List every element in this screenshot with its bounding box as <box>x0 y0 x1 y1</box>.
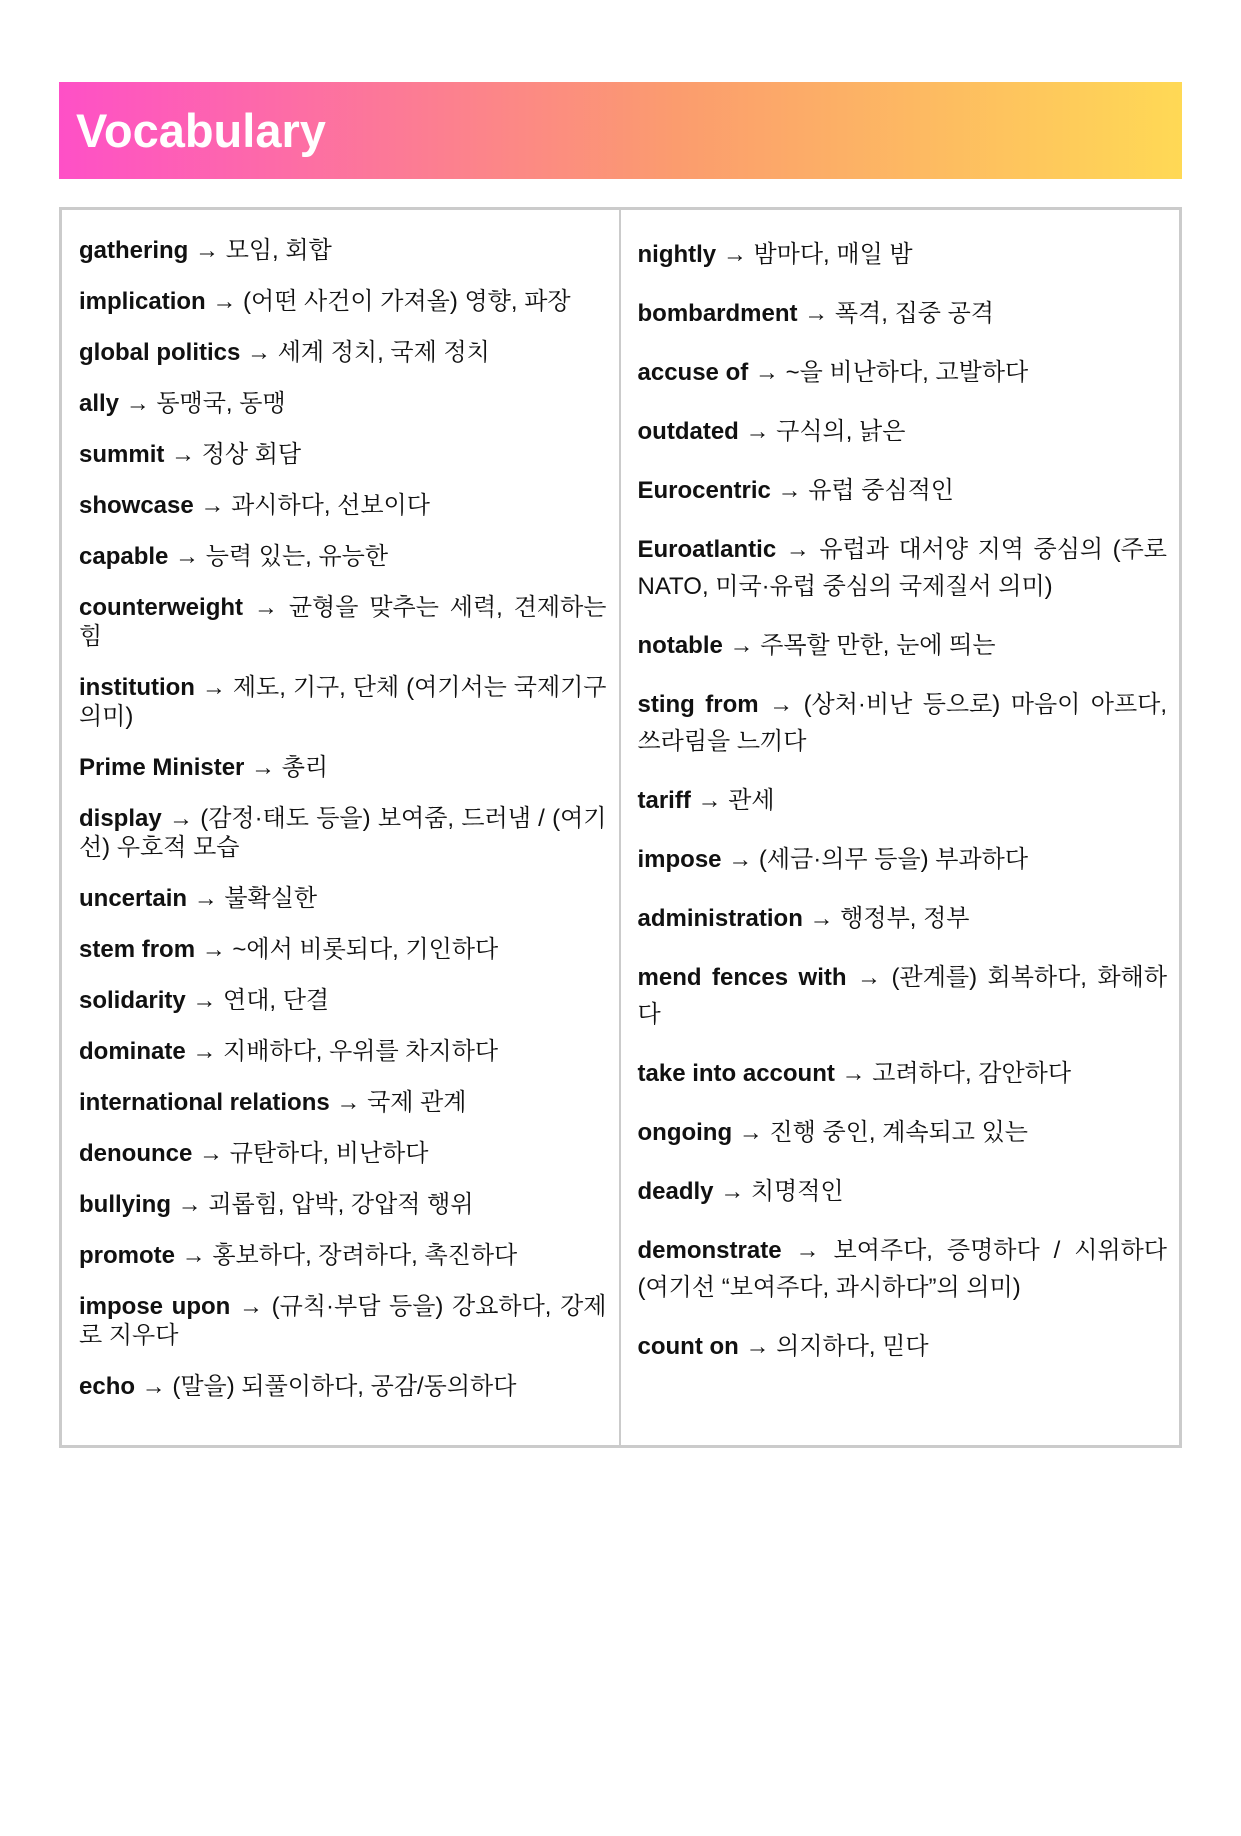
vocab-term: demonstrate <box>637 1237 782 1264</box>
vocab-term: Prime Minister <box>79 754 245 781</box>
vocab-entry <box>79 236 607 265</box>
vocab-term: bullying <box>79 1191 171 1218</box>
vocab-definition: 세계 정치, 국제 정치 <box>277 339 490 366</box>
arrow-icon: → <box>230 1293 272 1320</box>
vocab-entry <box>79 1241 607 1270</box>
arrow-icon: → <box>716 241 754 268</box>
arrow-icon: → <box>738 418 777 445</box>
vocab-term: ongoing <box>637 1119 733 1146</box>
vocab-term: accuse of <box>637 359 749 386</box>
vocab-definition: ~에서 비롯되다, 기인하다 <box>232 936 499 963</box>
arrow-icon: → <box>164 441 202 468</box>
vocab-term: international relations <box>79 1089 330 1116</box>
arrow-icon: → <box>802 905 841 932</box>
arrow-icon: → <box>690 787 729 814</box>
vocab-term: outdated <box>637 418 739 445</box>
vocab-entry <box>638 236 1168 273</box>
vocab-term: impose upon <box>79 1293 231 1320</box>
vocab-entry <box>638 627 1168 664</box>
vocab-entry <box>79 986 607 1015</box>
vocab-entry <box>79 338 607 367</box>
vocab-definition: 불확실한 <box>224 885 318 912</box>
vocab-term: ally <box>79 390 120 417</box>
vocab-definition: (세금·의무 등을) 부과하다 <box>758 846 1029 873</box>
vocab-term: deadly <box>637 1178 714 1205</box>
vocab-column-left <box>62 210 621 1445</box>
arrow-icon: → <box>195 936 233 963</box>
vocab-term: administration <box>637 905 803 932</box>
vocab-term: showcase <box>79 492 194 519</box>
vocab-entry <box>79 673 607 731</box>
arrow-icon: → <box>721 846 759 873</box>
arrow-icon: → <box>240 339 278 366</box>
arrow-icon: → <box>776 536 820 563</box>
vocab-definition: 괴롭힘, 압박, 강압적 행위 <box>208 1191 474 1218</box>
vocab-definition: 과시하다, 선보이다 <box>231 492 430 519</box>
vocab-entry <box>79 287 607 316</box>
vocab-definition: 제도, 기구, 단체 (여기서는 국제기구 의미) <box>79 674 607 730</box>
vocab-definition: 지배하다, 우위를 차지하다 <box>223 1038 499 1065</box>
arrow-icon: → <box>797 300 835 327</box>
vocab-term: counterweight <box>79 594 244 621</box>
vocab-entry <box>79 593 607 651</box>
vocab-term: mend fences with <box>637 964 847 991</box>
arrow-icon: → <box>834 1060 873 1087</box>
vocab-term: bombardment <box>637 300 798 327</box>
arrow-icon: → <box>770 477 809 504</box>
vocab-term: capable <box>79 543 169 570</box>
vocab-definition: 모임, 회합 <box>225 237 332 264</box>
vocab-term: Eurocentric <box>637 477 771 504</box>
vocab-entry <box>79 440 607 469</box>
vocab-entry <box>638 472 1168 509</box>
arrow-icon: → <box>135 1373 173 1400</box>
vocab-term: tariff <box>637 787 691 814</box>
vocab-entry <box>79 491 607 520</box>
vocab-term: institution <box>79 674 195 701</box>
vocab-entry <box>79 1088 607 1117</box>
page-title: Vocabulary <box>76 104 326 157</box>
vocab-definition: (규칙·부담 등을) 강요하다, 강제로 지우다 <box>79 1293 607 1349</box>
arrow-icon: → <box>244 754 282 781</box>
vocab-definition: 밤마다, 매일 밤 <box>753 241 913 268</box>
arrow-icon: → <box>329 1089 368 1116</box>
vocab-term: summit <box>79 441 165 468</box>
vocab-entry <box>638 413 1168 450</box>
vocab-entry <box>79 389 607 418</box>
vocab-entry <box>638 686 1168 760</box>
vocab-term: Euroatlantic <box>637 536 777 563</box>
arrow-icon: → <box>185 1038 224 1065</box>
arrow-icon: → <box>713 1178 751 1205</box>
vocab-term: notable <box>637 632 723 659</box>
vocab-term: global politics <box>79 339 241 366</box>
arrow-icon: → <box>161 805 201 832</box>
vocab-entry <box>638 841 1168 878</box>
vocab-entry <box>79 884 607 913</box>
vocab-definition: (감정·태도 등을) 보여줌, 드러냄 / (여기선) 우호적 모습 <box>79 805 607 861</box>
vocabulary-box <box>59 207 1182 1448</box>
vocab-term: dominate <box>79 1038 186 1065</box>
vocab-entry <box>638 1173 1168 1210</box>
arrow-icon: → <box>175 1242 213 1269</box>
arrow-icon: → <box>171 1191 209 1218</box>
vocab-entry <box>638 959 1168 1033</box>
arrow-icon: → <box>168 543 206 570</box>
vocab-definition: 보여주다, 증명하다 / 시위하다 (여기선 “보여주다, 과시하다”의 의미) <box>637 1237 1167 1301</box>
vocab-term: uncertain <box>79 885 188 912</box>
vocab-definition: 연대, 단결 <box>223 987 330 1014</box>
vocab-entry <box>638 1328 1168 1365</box>
vocab-term: gathering <box>79 237 189 264</box>
arrow-icon: → <box>119 390 157 417</box>
vocab-term: take into account <box>637 1060 835 1087</box>
vocab-definition: 폭격, 집중 공격 <box>834 300 994 327</box>
vocab-entry <box>79 1190 607 1219</box>
vocab-entry <box>79 1037 607 1066</box>
vocab-entry <box>79 1372 607 1401</box>
arrow-icon: → <box>188 237 226 264</box>
vocabulary-header-bar <box>59 82 1182 179</box>
vocab-entry <box>638 1055 1168 1092</box>
arrow-icon: → <box>722 632 761 659</box>
arrow-icon: → <box>243 594 289 621</box>
vocab-entry <box>79 542 607 571</box>
vocab-term: solidarity <box>79 987 186 1014</box>
vocab-term: nightly <box>637 241 717 268</box>
arrow-icon: → <box>846 964 892 991</box>
vocab-entry <box>638 354 1168 391</box>
vocab-definition: (상처·비난 등으로) 마음이 아프다, 쓰라림을 느끼다 <box>637 691 1167 755</box>
vocab-definition: (말을) 되풀이하다, 공감/동의하다 <box>172 1373 517 1400</box>
vocab-definition: 능력 있는, 유능한 <box>205 543 389 570</box>
vocab-entry <box>638 295 1168 332</box>
vocab-definition: 구식의, 낡은 <box>776 418 906 445</box>
vocab-term: stem from <box>79 936 196 963</box>
vocab-definition: 정상 회담 <box>201 441 302 468</box>
vocab-definition: 주목할 만한, 눈에 띄는 <box>760 632 996 659</box>
vocab-term: count on <box>637 1333 739 1360</box>
vocab-definition: 총리 <box>281 754 329 781</box>
arrow-icon: → <box>192 1140 230 1167</box>
vocab-entry <box>638 900 1168 937</box>
vocab-definition: (어떤 사건이 가져올) 영향, 파장 <box>243 288 571 315</box>
vocab-entry <box>638 1232 1168 1306</box>
vocab-entry <box>79 753 607 782</box>
vocab-definition: 균형을 맞추는 세력, 견제하는 힘 <box>79 594 607 650</box>
vocab-definition: 관세 <box>728 787 775 814</box>
vocab-definition: 행정부, 정부 <box>840 905 970 932</box>
arrow-icon: → <box>748 359 786 386</box>
vocab-column-right <box>621 210 1180 1445</box>
vocab-term: implication <box>79 288 206 315</box>
vocab-entry <box>79 804 607 862</box>
vocab-definition: 홍보하다, 장려하다, 촉진하다 <box>212 1242 518 1269</box>
vocab-entry <box>638 531 1168 605</box>
vocab-term: impose <box>637 846 722 873</box>
vocab-definition: ~을 비난하다, 고발하다 <box>785 359 1029 386</box>
vocab-definition: (관계를) 회복하다, 화해하다 <box>637 964 1168 1028</box>
vocab-definition: 진행 중인, 계속되고 있는 <box>769 1119 1028 1146</box>
arrow-icon: → <box>194 674 233 701</box>
vocab-entry <box>638 782 1168 819</box>
vocab-term: display <box>79 805 162 832</box>
vocab-term: echo <box>79 1373 136 1400</box>
vocab-entry <box>79 1292 607 1350</box>
vocab-definition: 고려하다, 감안하다 <box>872 1060 1072 1087</box>
vocab-term: sting from <box>637 691 759 718</box>
vocab-definition: 규탄하다, 비난하다 <box>229 1140 429 1167</box>
arrow-icon: → <box>758 691 804 718</box>
vocab-definition: 의지하다, 믿다 <box>776 1333 929 1360</box>
vocab-entry <box>79 1139 607 1168</box>
arrow-icon: → <box>193 492 232 519</box>
vocab-entry <box>638 1114 1168 1151</box>
arrow-icon: → <box>738 1333 777 1360</box>
arrow-icon: → <box>205 288 244 315</box>
vocab-term: denounce <box>79 1140 193 1167</box>
vocab-definition: 국제 관계 <box>367 1089 467 1116</box>
arrow-icon: → <box>732 1119 770 1146</box>
arrow-icon: → <box>187 885 225 912</box>
arrow-icon: → <box>781 1237 834 1264</box>
vocab-definition: 유럽과 대서양 지역 중심의 (주로 NATO, 미국·유럽 중심의 국제질서 의미) <box>637 536 1167 600</box>
vocab-definition: 유럽 중심적인 <box>808 477 954 504</box>
vocab-definition: 동맹국, 동맹 <box>156 390 286 417</box>
vocab-term: promote <box>79 1242 175 1269</box>
vocab-entry <box>79 935 607 964</box>
vocab-definition: 치명적인 <box>750 1178 844 1205</box>
arrow-icon: → <box>185 987 224 1014</box>
